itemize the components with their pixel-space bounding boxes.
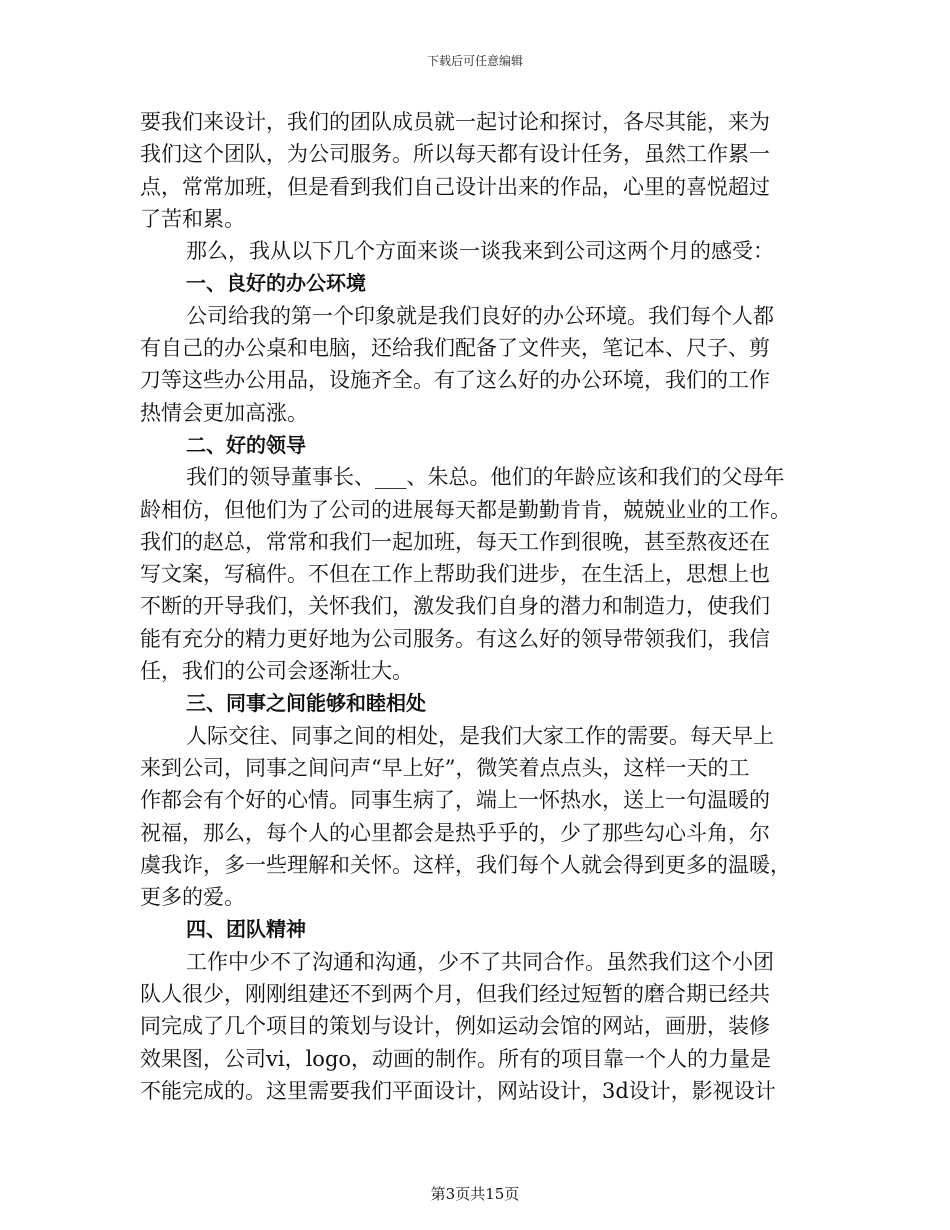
paragraph-line: 队人很少，刚刚组建还不到两个月，但我们经过短暂的磨合期已经共 xyxy=(140,982,770,1007)
section-heading: 四、团队精神 xyxy=(186,917,306,942)
paragraph-line: 效果图，公司vi，logo，动画的制作。所有的项目靠一个人的力量是 xyxy=(140,1046,772,1071)
paragraph-line: 我们这个团队，为公司服务。所以每天都有设计任务，虽然工作累一 xyxy=(140,142,770,167)
paragraph-line: 要我们来设计，我们的团队成员就一起讨论和探讨，各尽其能，来为 xyxy=(140,110,770,134)
paragraph-line: 热情会更加高涨。 xyxy=(140,400,308,425)
paragraph-line: 不断的开导我们，关怀我们，激发我们自身的潜力和制造力，使我们 xyxy=(140,594,770,619)
paragraph-first-line: 那么，我从以下几个方面来谈一谈我来到公司这两个月的感受： xyxy=(186,239,774,264)
paragraph-first-line: 人际交往、同事之间的相处，是我们大家工作的需要。每天早上 xyxy=(186,723,774,748)
paragraph-line: 我们的赵总，常常和我们一起加班，每天工作到很晚，甚至熬夜还在 xyxy=(140,529,770,554)
paragraph-line: 了苦和累。 xyxy=(140,206,245,231)
paragraph-line: 不能完成的。这里需要我们平面设计，网站设计，3d设计，影视设计 xyxy=(140,1078,776,1103)
page-header: 下载后可任意编辑 xyxy=(426,54,523,68)
paragraph-line: 同完成了几个项目的策划与设计，例如运动会馆的网站，画册，装修 xyxy=(140,1014,770,1039)
document-body xyxy=(140,106,805,1107)
paragraph-line: 更多的爱。 xyxy=(140,885,245,910)
paragraph-line: 写文案，写稿件。不但在工作上帮助我们进步，在生活上，思想上也 xyxy=(140,562,770,587)
section-heading: 二、好的领导 xyxy=(186,432,306,457)
section-heading: 一、良好的办公环境 xyxy=(186,271,366,296)
paragraph-line: 虞我诈，多一些理解和关怀。这样，我们每个人就会得到更多的温暖， xyxy=(140,852,791,877)
paragraph-line: 有自己的办公桌和电脑，还给我们配备了文件夹，笔记本、尺子、剪 xyxy=(140,336,770,361)
paragraph-first-line: 我们的领导董事长、___、朱总。他们的年龄应该和我们的父母年 xyxy=(186,465,785,490)
page-footer: 第3页共15页 xyxy=(430,1185,520,1203)
paragraph-line: 龄相仿，但他们为了公司的进展每天都是勤勤肯肯，兢兢业业的工作。 xyxy=(140,497,791,522)
section-heading: 三、同事之间能够和睦相处 xyxy=(186,691,426,716)
paragraph-first-line: 公司给我的第一个印象就是我们良好的办公环境。我们每个人都 xyxy=(186,303,774,328)
paragraph-line: 来到公司，同事之间问声“早上好”，微笑着点点头，这样一天的工 xyxy=(140,755,750,780)
paragraph-line: 任，我们的公司会逐渐壮大。 xyxy=(140,659,413,684)
paragraph-line: 祝福，那么，每个人的心里都会是热乎乎的，少了那些勾心斗角，尔 xyxy=(140,820,770,845)
paragraph-line: 刀等这些办公用品，设施齐全。有了这么好的办公环境，我们的工作 xyxy=(140,368,770,393)
paragraph-line: 作都会有个好的心情。同事生病了，端上一怀热水，送上一句温暖的 xyxy=(140,788,770,813)
paragraph-line: 点，常常加班，但是看到我们自己设计出来的作品，心里的喜悦超过 xyxy=(140,174,770,199)
paragraph-line: 能有充分的精力更好地为公司服务。有这么好的领导带领我们，我信 xyxy=(140,626,770,651)
paragraph-first-line: 工作中少不了沟通和沟通，少不了共同合作。虽然我们这个小团 xyxy=(186,949,774,974)
